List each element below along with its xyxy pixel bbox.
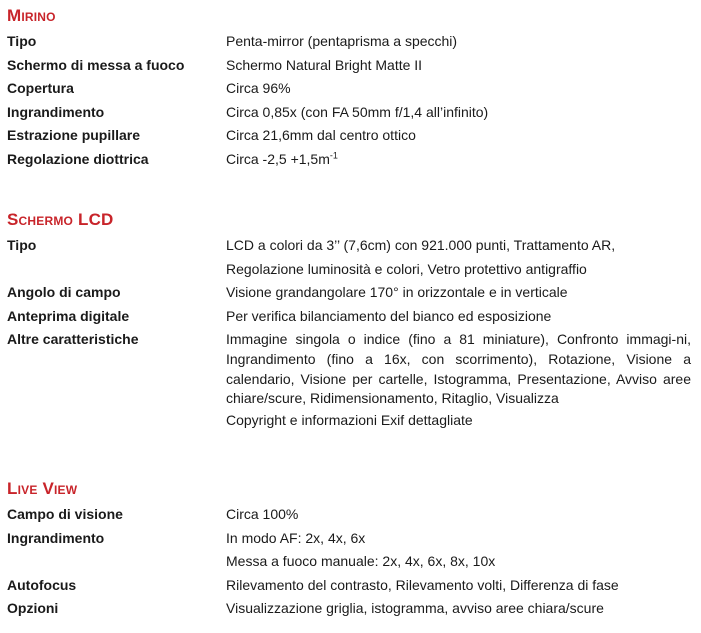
spec-label: Angolo di campo	[7, 284, 121, 300]
spec-value: Regolazione luminosità e colori, Vetro protettivo antigraffio	[226, 260, 587, 277]
spec-label: Ingrandimento	[7, 103, 105, 120]
spec-label	[7, 409, 226, 433]
section-title-mirino: Mirino	[7, 6, 56, 25]
spec-value: Circa 0,85x (con FA 50mm f/1,4 all’infinito)	[226, 103, 489, 120]
spec-row	[7, 54, 697, 78]
spec-value-superscript: -1	[329, 149, 338, 160]
spec-value: Circa 96%	[226, 80, 291, 96]
spec-row	[7, 597, 697, 621]
spec-value: Immagine singola o indice (fino a 81 miniature), Confronto immagi-ni, Ingrandimento (fino a 16x, con scorrimento), Rotazione, Visione a calendario, Visione per cartelle, Istogramma, Presentazione, Avviso aree chiare/scure, Ridimensionamento, Ritaglio, Visualizza	[226, 331, 691, 407]
spec-value: Circa 100%	[226, 506, 299, 522]
spec-label: Altre caratteristiche	[7, 331, 139, 347]
spec-value: Schermo Natural Bright Matte II	[226, 56, 423, 73]
spec-row	[7, 503, 697, 527]
spec-label: Autofocus	[7, 576, 77, 593]
spec-value	[226, 148, 691, 172]
spec-row	[7, 305, 697, 329]
spec-label: Opzioni	[7, 600, 59, 616]
spec-label: Campo di visione	[7, 506, 123, 522]
spec-label: Anteprima digitale	[7, 307, 130, 324]
spec-label: Tipo	[7, 33, 37, 49]
spec-row-continuation	[7, 409, 697, 433]
spec-row-continuation	[7, 550, 697, 574]
section-title-lcd: Schermo LCD	[7, 210, 114, 229]
spec-value-text: Circa -2,5 +1,5m	[226, 150, 330, 167]
spec-value: Rilevamento del contrasto, Rilevamento volti, Differenza di fase	[226, 576, 619, 593]
section-lcd	[7, 210, 697, 433]
section-title-live-view: Live View	[7, 479, 78, 498]
spec-row	[7, 527, 697, 551]
spec-value: Per verifica bilanciamento del bianco ed esposizione	[226, 307, 552, 324]
spec-value: Penta-mirror (pentaprisma a specchi)	[226, 33, 458, 49]
spec-value: Circa 21,6mm dal centro ottico	[226, 127, 416, 143]
section-mirino	[7, 6, 697, 171]
spec-row	[7, 101, 697, 125]
spec-row	[7, 30, 697, 54]
spec-row	[7, 574, 697, 598]
spec-label	[7, 550, 226, 574]
spec-row	[7, 124, 697, 148]
spec-value: Visualizzazione griglia, istogramma, avviso aree chiara/scure	[226, 600, 604, 616]
spec-label	[7, 258, 226, 282]
spec-value: Copyright e informazioni Exif dettagliate	[226, 412, 473, 429]
spec-row	[7, 148, 697, 172]
section-live-view	[7, 479, 697, 621]
spec-label: Schermo di messa a fuoco	[7, 56, 185, 73]
spec-row	[7, 234, 697, 258]
spec-label: Tipo	[7, 237, 37, 253]
spec-row	[7, 328, 697, 409]
spec-row	[7, 281, 697, 305]
spec-row-continuation	[7, 258, 697, 282]
spec-label: Estrazione pupillare	[7, 127, 141, 143]
spec-row	[7, 77, 697, 101]
spec-label: Ingrandimento	[7, 529, 105, 546]
spec-value: Messa a fuoco manuale: 2x, 4x, 6x, 8x, 10x	[226, 553, 496, 569]
spec-label: Copertura	[7, 80, 74, 96]
spec-label: Regolazione diottrica	[7, 150, 149, 167]
spec-value: In modo AF: 2x, 4x, 6x	[226, 529, 366, 546]
spec-value: Visione grandangolare 170° in orizzontale e in verticale	[226, 284, 568, 300]
spec-value: LCD a colori da 3’’ (7,6cm) con 921.000 punti, Trattamento AR,	[226, 237, 616, 253]
